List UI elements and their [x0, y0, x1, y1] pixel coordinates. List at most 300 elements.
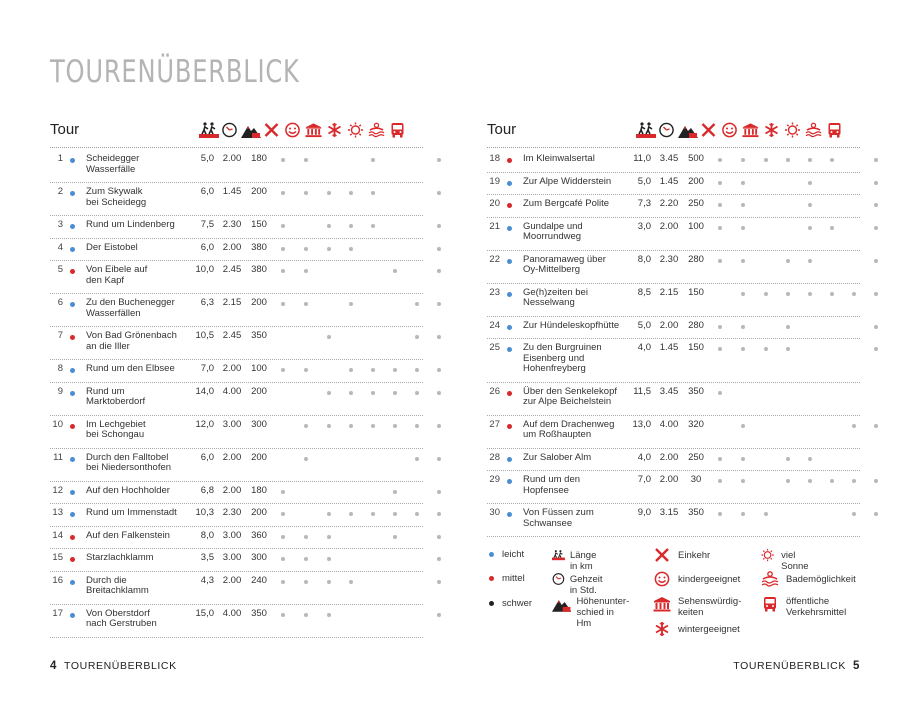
- tour-time: 1.45: [659, 342, 679, 353]
- legend-mittel-label: mittel: [502, 573, 525, 584]
- difficulty-dot-icon: [70, 191, 75, 196]
- legend-einkehr: [653, 547, 710, 563]
- attribute-dot-icon: [786, 347, 790, 351]
- tour-length: 6,0: [200, 241, 214, 253]
- tour-number: 23: [489, 286, 500, 298]
- attribute-dot-icon: [393, 490, 397, 494]
- attribute-dot-icon: [349, 302, 353, 306]
- legend-laenge-label: Länge in km: [569, 550, 597, 572]
- tour-elevation: 360: [251, 529, 267, 541]
- attribute-dot-icon: [808, 457, 812, 461]
- attribute-dot-icon: [786, 259, 790, 263]
- tour-time: 2.00: [222, 574, 242, 586]
- attribute-dot-icon: [349, 224, 353, 228]
- table-row: [50, 416, 423, 449]
- swimmer-icon: [761, 571, 779, 587]
- tour-name: Rund um Marktoberdorf: [86, 385, 146, 407]
- attribute-dot-icon: [281, 613, 285, 617]
- tour-name: Auf dem Drachenweg um Roßhaupten: [523, 418, 615, 440]
- tour-table-left: [50, 150, 423, 638]
- attribute-dot-icon: [415, 391, 419, 395]
- tour-name: Zum Skywalk bei Scheidegg: [86, 186, 147, 208]
- difficulty-dot-icon: [70, 302, 75, 307]
- attribute-dot-icon: [281, 224, 285, 228]
- attribute-dot-icon: [304, 158, 308, 162]
- tour-time: 2.30: [659, 253, 679, 265]
- table-row: [487, 284, 860, 317]
- tour-name: Im Kleinwalsertal: [523, 153, 595, 164]
- attribute-dot-icon: [718, 181, 722, 185]
- tour-elevation: 250: [688, 451, 704, 463]
- tour-elevation: 200: [688, 175, 704, 187]
- attribute-dot-icon: [718, 457, 722, 461]
- snowflake-icon: [653, 621, 671, 637]
- tour-time: 2.45: [222, 264, 242, 275]
- tour-length: 15,0: [195, 607, 214, 619]
- attribute-dot-icon: [852, 424, 856, 428]
- tour-length: 8,0: [200, 529, 214, 541]
- attribute-dot-icon: [393, 535, 397, 539]
- legend-kinder-label: kindergeeignet: [678, 574, 741, 585]
- attribute-dot-icon: [327, 613, 331, 617]
- tour-name: Im Lechgebiet bei Schongau: [86, 418, 146, 440]
- difficulty-dot-icon: [70, 335, 75, 340]
- legend-oeffentlich-label: öffentliche Verkehrsmittel: [786, 596, 847, 618]
- tour-elevation: 380: [251, 241, 267, 253]
- legend-schwer: [487, 598, 532, 609]
- attribute-dot-icon: [808, 479, 812, 483]
- footer-label-right: TOURENÜBERBLICK: [733, 660, 846, 672]
- attribute-dot-icon: [393, 269, 397, 273]
- attribute-dot-icon: [327, 580, 331, 584]
- fork-knife-icon: [261, 121, 282, 138]
- attribute-dot-icon: [718, 226, 722, 230]
- tour-name: Der Eistobel: [86, 241, 138, 253]
- sun-icon: [761, 547, 774, 563]
- attribute-dot-icon: [874, 424, 878, 428]
- attribute-dot-icon: [281, 269, 285, 273]
- attribute-dot-icon: [393, 391, 397, 395]
- tour-time: 2.00: [222, 451, 242, 463]
- attribute-dot-icon: [371, 368, 375, 372]
- footer-label-left: TOURENÜBERBLICK: [64, 660, 177, 672]
- snowflake-icon: [761, 121, 782, 138]
- hiker-icon: [552, 547, 565, 563]
- attribute-dot-icon: [393, 368, 397, 372]
- attribute-dot-icon: [741, 512, 745, 516]
- attribute-dot-icon: [281, 490, 285, 494]
- tour-number: 17: [52, 607, 63, 619]
- page-title: TOURENÜBERBLICK: [50, 54, 300, 90]
- tour-elevation: 150: [688, 342, 704, 353]
- smiley-icon: [719, 121, 740, 138]
- tour-time: 1.45: [659, 175, 679, 187]
- attribute-dot-icon: [437, 247, 441, 251]
- tour-elevation: 180: [251, 153, 267, 164]
- tour-elevation: 180: [251, 484, 267, 496]
- table-row: [50, 150, 423, 183]
- attribute-dot-icon: [874, 181, 878, 185]
- tour-elevation: 200: [251, 297, 267, 308]
- tour-number: 5: [57, 264, 63, 275]
- tour-time: 3.00: [222, 418, 242, 430]
- attribute-dot-icon: [281, 247, 285, 251]
- table-row: [50, 449, 423, 482]
- tour-elevation: 350: [251, 330, 267, 341]
- attribute-dot-icon: [281, 535, 285, 539]
- attribute-dot-icon: [281, 302, 285, 306]
- attribute-dot-icon: [718, 325, 722, 329]
- attribute-dot-icon: [741, 292, 745, 296]
- difficulty-dot-icon: [507, 457, 512, 462]
- tour-number: 20: [489, 198, 500, 209]
- table-row: [50, 239, 423, 262]
- attribute-dot-icon: [415, 368, 419, 372]
- tour-time: 3.45: [659, 385, 679, 397]
- tour-elevation: 250: [688, 198, 704, 209]
- attribute-dot-icon: [741, 203, 745, 207]
- attribute-dot-icon: [741, 424, 745, 428]
- tour-number: 3: [57, 219, 63, 230]
- tour-name: Rund um den Hopfensee: [523, 474, 581, 496]
- table-row: [487, 173, 860, 196]
- tour-length: 7,0: [637, 474, 651, 485]
- tour-length: 6,8: [200, 484, 214, 496]
- attribute-dot-icon: [764, 158, 768, 162]
- tour-time: 2.00: [222, 363, 242, 374]
- swimmer-icon: [366, 121, 387, 138]
- attribute-dot-icon: [304, 557, 308, 561]
- attribute-dot-icon: [874, 347, 878, 351]
- tour-number: 30: [489, 507, 500, 518]
- attribute-dot-icon: [437, 224, 441, 228]
- tour-number: 21: [489, 220, 500, 232]
- tour-time: 4.00: [659, 418, 679, 430]
- attribute-dot-icon: [327, 247, 331, 251]
- tour-time: 3.00: [222, 552, 242, 563]
- tour-length: 3,5: [200, 552, 214, 563]
- legend-hoehe: [552, 596, 630, 629]
- tour-elevation: 30: [690, 474, 702, 485]
- table-row: [50, 605, 423, 638]
- museum-icon: [303, 121, 324, 138]
- tour-number: 6: [57, 297, 63, 308]
- attribute-dot-icon: [371, 191, 375, 195]
- attribute-dot-icon: [304, 191, 308, 195]
- difficulty-dot-icon: [70, 224, 75, 229]
- tour-time: 2.00: [659, 474, 679, 485]
- tour-length: 6,0: [200, 451, 214, 463]
- difficulty-dot-icon: [70, 613, 75, 618]
- tour-name: Zur Salober Alm: [523, 451, 592, 463]
- attribute-dot-icon: [327, 391, 331, 395]
- attribute-dot-icon: [415, 424, 419, 428]
- tour-length: 4,3: [200, 574, 214, 586]
- mountain-icon: [240, 121, 261, 138]
- attribute-dot-icon: [786, 325, 790, 329]
- legend-einkehr-label: Einkehr: [678, 550, 711, 561]
- tour-time: 2.20: [659, 198, 679, 209]
- attribute-dot-icon: [437, 580, 441, 584]
- attribute-dot-icon: [764, 512, 768, 516]
- tour-name: Zu den Buchenegger Wasserfällen: [86, 297, 175, 319]
- attribute-dot-icon: [437, 613, 441, 617]
- table-row: [487, 218, 860, 251]
- attribute-dot-icon: [786, 292, 790, 296]
- tour-elevation: 380: [251, 264, 267, 275]
- difficulty-dot-icon: [70, 247, 75, 252]
- tour-length: 9,0: [637, 507, 651, 518]
- tour-elevation: 150: [251, 219, 267, 230]
- tour-name: Von Bad Grönenbach an die Iller: [86, 330, 177, 352]
- snowflake-icon: [324, 121, 345, 138]
- attribute-dot-icon: [718, 479, 722, 483]
- attribute-dot-icon: [415, 457, 419, 461]
- attribute-dot-icon: [327, 512, 331, 516]
- tour-length: 5,0: [637, 319, 651, 331]
- tour-name: Rund um Immenstadt: [86, 507, 177, 518]
- table-row: [487, 251, 860, 284]
- smiley-icon: [282, 121, 303, 138]
- attribute-dot-icon: [281, 512, 285, 516]
- tour-number: 9: [57, 385, 63, 397]
- attribute-dot-icon: [304, 247, 308, 251]
- attribute-dot-icon: [304, 424, 308, 428]
- attribute-dot-icon: [741, 479, 745, 483]
- tour-number: 16: [52, 574, 63, 586]
- attribute-dot-icon: [304, 302, 308, 306]
- museum-icon: [653, 596, 671, 612]
- difficulty-dot-icon: [70, 424, 75, 429]
- attribute-dot-icon: [349, 191, 353, 195]
- tour-number: 26: [489, 385, 500, 397]
- attribute-dot-icon: [349, 580, 353, 584]
- tour-name: Auf den Falkenstein: [86, 529, 170, 541]
- attribute-dot-icon: [741, 325, 745, 329]
- attribute-dot-icon: [349, 424, 353, 428]
- attribute-dot-icon: [281, 368, 285, 372]
- tour-name: Ge(h)zeiten bei Nesselwang: [523, 286, 588, 308]
- tour-length: 7,5: [200, 219, 214, 230]
- attribute-dot-icon: [349, 391, 353, 395]
- hiker-icon: [635, 121, 656, 138]
- header-icons-left: [198, 121, 408, 138]
- tour-time: 2.00: [659, 451, 679, 463]
- tour-number: 24: [489, 319, 500, 331]
- tour-time: 2.00: [659, 220, 679, 232]
- table-row: [50, 527, 423, 550]
- attribute-dot-icon: [741, 259, 745, 263]
- legend-schwer-label: schwer: [502, 598, 533, 609]
- attribute-dot-icon: [852, 292, 856, 296]
- difficulty-dot-icon: [507, 158, 512, 163]
- table-row: [50, 216, 423, 239]
- bus-icon: [761, 596, 779, 612]
- tour-name: Durch die Breitachklamm: [86, 574, 149, 596]
- legend-hoehe-label: Höhenunter- schied in Hm: [576, 596, 630, 629]
- legend-sonne: [761, 547, 813, 572]
- table-row: [487, 504, 860, 537]
- tour-name: Rund um Lindenberg: [86, 219, 175, 230]
- tour-elevation: 280: [688, 253, 704, 265]
- tour-length: 7,3: [637, 198, 651, 209]
- tour-time: 3.45: [659, 153, 679, 164]
- swimmer-icon: [803, 121, 824, 138]
- tour-time: 2.15: [659, 286, 679, 298]
- tour-number: 28: [489, 451, 500, 463]
- tour-length: 6,0: [200, 186, 214, 197]
- table-header-right: Tour: [487, 121, 517, 138]
- attribute-dot-icon: [852, 512, 856, 516]
- table-row: [487, 449, 860, 472]
- tour-number: 19: [489, 175, 500, 187]
- tour-name: Starzlachklamm: [86, 552, 154, 563]
- tour-time: 3.00: [222, 529, 242, 541]
- tour-length: 10,0: [195, 264, 214, 275]
- legend-sehens-label: Sehenswürdig- keiten: [678, 596, 742, 618]
- attribute-dot-icon: [327, 535, 331, 539]
- tour-number: 25: [489, 342, 500, 353]
- tour-time: 4.00: [222, 607, 242, 619]
- attribute-dot-icon: [393, 512, 397, 516]
- attribute-dot-icon: [786, 457, 790, 461]
- attribute-dot-icon: [304, 613, 308, 617]
- tour-elevation: 350: [251, 607, 267, 619]
- attribute-dot-icon: [304, 368, 308, 372]
- attribute-dot-icon: [281, 580, 285, 584]
- tour-name: Über den Senkelekopf zur Alpe Beichelstein: [523, 385, 618, 407]
- bus-icon: [387, 121, 408, 138]
- attribute-dot-icon: [874, 259, 878, 263]
- difficulty-dot-icon: [70, 490, 75, 495]
- attribute-dot-icon: [808, 181, 812, 185]
- difficulty-dot-icon: [70, 391, 75, 396]
- attribute-dot-icon: [437, 424, 441, 428]
- legend-gehzeit: [552, 571, 610, 596]
- attribute-dot-icon: [327, 424, 331, 428]
- attribute-dot-icon: [741, 226, 745, 230]
- attribute-dot-icon: [437, 512, 441, 516]
- tour-name: Von Eibele auf den Kapf: [86, 264, 148, 286]
- tour-number: 22: [489, 253, 500, 265]
- tour-number: 10: [52, 418, 63, 430]
- difficulty-dot-icon: [507, 181, 512, 186]
- attribute-dot-icon: [437, 335, 441, 339]
- tour-time: 2.45: [222, 330, 242, 341]
- tour-elevation: 320: [688, 418, 704, 430]
- attribute-dot-icon: [830, 226, 834, 230]
- tour-number: 29: [489, 474, 500, 485]
- clock-icon: [219, 121, 240, 138]
- attribute-dot-icon: [808, 203, 812, 207]
- header-divider-right: [487, 147, 860, 148]
- tour-elevation: 100: [688, 220, 704, 232]
- attribute-dot-icon: [786, 479, 790, 483]
- tour-time: 2.30: [222, 219, 242, 230]
- tour-length: 8,0: [637, 253, 651, 265]
- table-row: [50, 482, 423, 505]
- attribute-dot-icon: [349, 512, 353, 516]
- attribute-dot-icon: [437, 158, 441, 162]
- tour-name: Von Oberstdorf nach Gerstruben: [86, 607, 157, 629]
- tour-name: Scheidegger Wasserfälle: [86, 153, 140, 175]
- tour-number: 7: [57, 330, 63, 341]
- attribute-dot-icon: [808, 158, 812, 162]
- attribute-dot-icon: [437, 302, 441, 306]
- table-row: [50, 549, 423, 572]
- attribute-dot-icon: [718, 158, 722, 162]
- attribute-dot-icon: [281, 557, 285, 561]
- hiker-icon: [198, 121, 219, 138]
- table-row: [487, 195, 860, 218]
- tour-time: 2.00: [659, 319, 679, 331]
- tour-elevation: 280: [688, 319, 704, 331]
- attribute-dot-icon: [764, 347, 768, 351]
- table-row: [50, 360, 423, 383]
- attribute-dot-icon: [741, 158, 745, 162]
- attribute-dot-icon: [437, 191, 441, 195]
- tour-name: Auf den Hochholder: [86, 484, 170, 496]
- attribute-dot-icon: [281, 191, 285, 195]
- difficulty-dot-icon: [507, 226, 512, 231]
- attribute-dot-icon: [304, 580, 308, 584]
- hard-dot-icon: [489, 601, 494, 606]
- tour-name: Durch den Falltobel bei Niedersonthofen: [86, 451, 172, 473]
- table-row: [50, 504, 423, 527]
- table-row: [50, 572, 423, 605]
- difficulty-dot-icon: [507, 479, 512, 484]
- tour-length: 6,3: [200, 297, 214, 308]
- tour-number: 15: [52, 552, 63, 563]
- mountain-icon: [677, 121, 698, 138]
- museum-icon: [740, 121, 761, 138]
- tour-name: Zur Alpe Widderstein: [523, 175, 612, 187]
- difficulty-dot-icon: [70, 158, 75, 163]
- attribute-dot-icon: [437, 391, 441, 395]
- tour-number: 12: [52, 484, 63, 496]
- attribute-dot-icon: [786, 158, 790, 162]
- legend-leicht-label: leicht: [502, 549, 525, 560]
- tour-table-right: [487, 150, 860, 537]
- legend-sonne-label: viel Sonne: [781, 550, 809, 572]
- attribute-dot-icon: [327, 335, 331, 339]
- difficulty-dot-icon: [70, 368, 75, 373]
- attribute-dot-icon: [874, 158, 878, 162]
- attribute-dot-icon: [764, 292, 768, 296]
- smiley-icon: [653, 571, 671, 587]
- difficulty-dot-icon: [507, 325, 512, 330]
- tour-number: 27: [489, 418, 500, 430]
- attribute-dot-icon: [437, 535, 441, 539]
- difficulty-dot-icon: [70, 457, 75, 462]
- table-row: [50, 183, 423, 216]
- attribute-dot-icon: [874, 226, 878, 230]
- attribute-dot-icon: [808, 259, 812, 263]
- attribute-dot-icon: [371, 391, 375, 395]
- tour-time: 2.15: [222, 297, 242, 308]
- tour-number: 1: [57, 153, 63, 164]
- attribute-dot-icon: [718, 512, 722, 516]
- tour-time: 2.30: [222, 507, 242, 518]
- tour-elevation: 150: [688, 286, 704, 298]
- attribute-dot-icon: [741, 457, 745, 461]
- tour-time: 2.00: [222, 241, 242, 253]
- tour-elevation: 300: [251, 552, 267, 563]
- tour-elevation: 500: [688, 153, 704, 164]
- tour-number: 8: [57, 363, 63, 374]
- attribute-dot-icon: [874, 325, 878, 329]
- attribute-dot-icon: [371, 424, 375, 428]
